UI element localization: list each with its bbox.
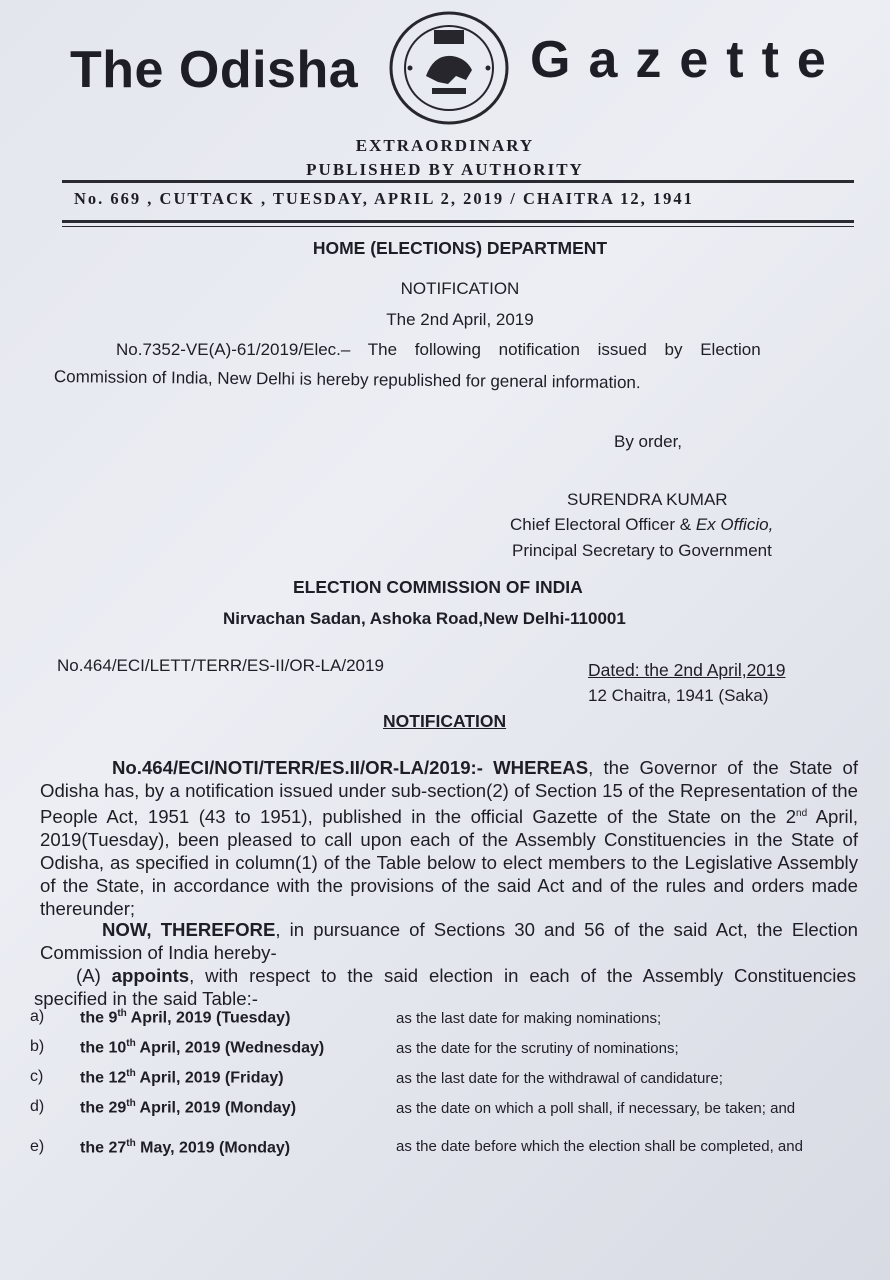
schedule-item-description: as the date before which the election shall be completed, and [396,1138,803,1155]
rule-bottom-1 [62,220,854,223]
rule-bottom-2 [62,226,854,227]
gazette-title-left: The Odisha [70,41,359,99]
schedule-item-label: b) [30,1038,45,1055]
dept-notification-label: NOTIFICATION [400,279,520,298]
schedule-item-date: the 12th April, 2019 (Friday) [80,1068,284,1087]
schedule-item-label: d) [30,1098,45,1115]
appoints-paragraph: (A) appoints, with respect to the said election in each of the Assembly Constituencies specified in the said Table:- [34,965,856,1009]
schedule-item-date: the 29th April, 2019 (Monday) [80,1098,297,1117]
schedule-item [30,1098,850,1138]
dept-notification-date: The 2nd April, 2019 [386,310,534,329]
eci-address: Nirvachan Sadan, Ashoka Road,New Delhi-110001 [223,609,626,628]
eci-heading: ELECTION COMMISSION OF INDIA [293,577,583,597]
schedule-item-label: a) [30,1008,45,1025]
odisha-emblem-seal [380,2,518,128]
schedule-item [30,1138,850,1178]
eci-saka-date: 12 Chaitra, 1941 (Saka) [588,686,769,705]
gazette-title-right: Gazette [530,31,844,89]
schedule-item-description: as the last date for the withdrawal of candidature; [396,1070,723,1087]
whereas-paragraph: No.464/ECI/NOTI/TERR/ES.II/OR-LA/2019:- WHEREAS, the Governor of the State of Odisha has, by a notification issued under sub-section(2) of Section 15 of the Representation of the People Act, 1951 (43 to 1951), published in the official Gazette of the State on the 2nd April, 2019(Tuesday), been pleased to call upon each of the Assembly Constituencies in the State of Odisha, as specified in column(1) of the Table below to elect members to the Legislative Assembly of the State, in accordance with the provisions of the said Act and of the rules and orders made thereunder; [40,757,859,920]
eci-reference-number: No.464/ECI/LETT/TERR/ES-II/OR-LA/2019 [57,656,384,675]
schedule-item-date: the 9th April, 2019 (Tuesday) [80,1008,291,1027]
signer-title-2: Principal Secretary to Government [512,541,772,560]
therefore-paragraph: NOW, THEREFORE, in pursuance of Sections 30 and 56 of the said Act, the Election Commission of India hereby- [40,919,858,963]
schedule-item-description: as the last date for making nominations; [396,1010,662,1027]
issue-line: No. 669 , CUTTACK , TUESDAY, APRIL 2, 2019 / CHAITRA 12, 1941 [74,189,694,208]
by-order: By order, [614,432,683,451]
rule-top [62,180,854,183]
eci-notification-heading: NOTIFICATION [383,711,507,731]
schedule-item-description: as the date on which a poll shall, if necessary, be taken; and [396,1100,796,1117]
extraordinary-label: EXTRAORDINARY [355,136,535,155]
signer-name: SURENDRA KUMAR [567,490,728,509]
schedule-item-date: the 10th April, 2019 (Wednesday) [80,1038,325,1057]
published-by-authority: PUBLISHED BY AUTHORITY [306,160,584,179]
schedule-item-description: as the date for the scrutiny of nominations; [396,1040,679,1057]
department-heading: HOME (ELECTIONS) DEPARTMENT [312,238,608,258]
dept-notification-text-2: Commission of India, New Delhi is hereby republished for general information. [53,367,641,393]
schedule-item-label: e) [30,1138,45,1155]
eci-dated: Dated: the 2nd April,2019 [588,660,786,680]
dept-notification-text-1: No.7352-VE(A)-61/2019/Elec.– The following notification issued by Election [116,340,761,359]
signer-title-1: Chief Electoral Officer & Ex Officio, [510,515,774,534]
schedule-item-label: c) [30,1068,44,1085]
schedule-item-date: the 27th May, 2019 (Monday) [80,1138,291,1157]
